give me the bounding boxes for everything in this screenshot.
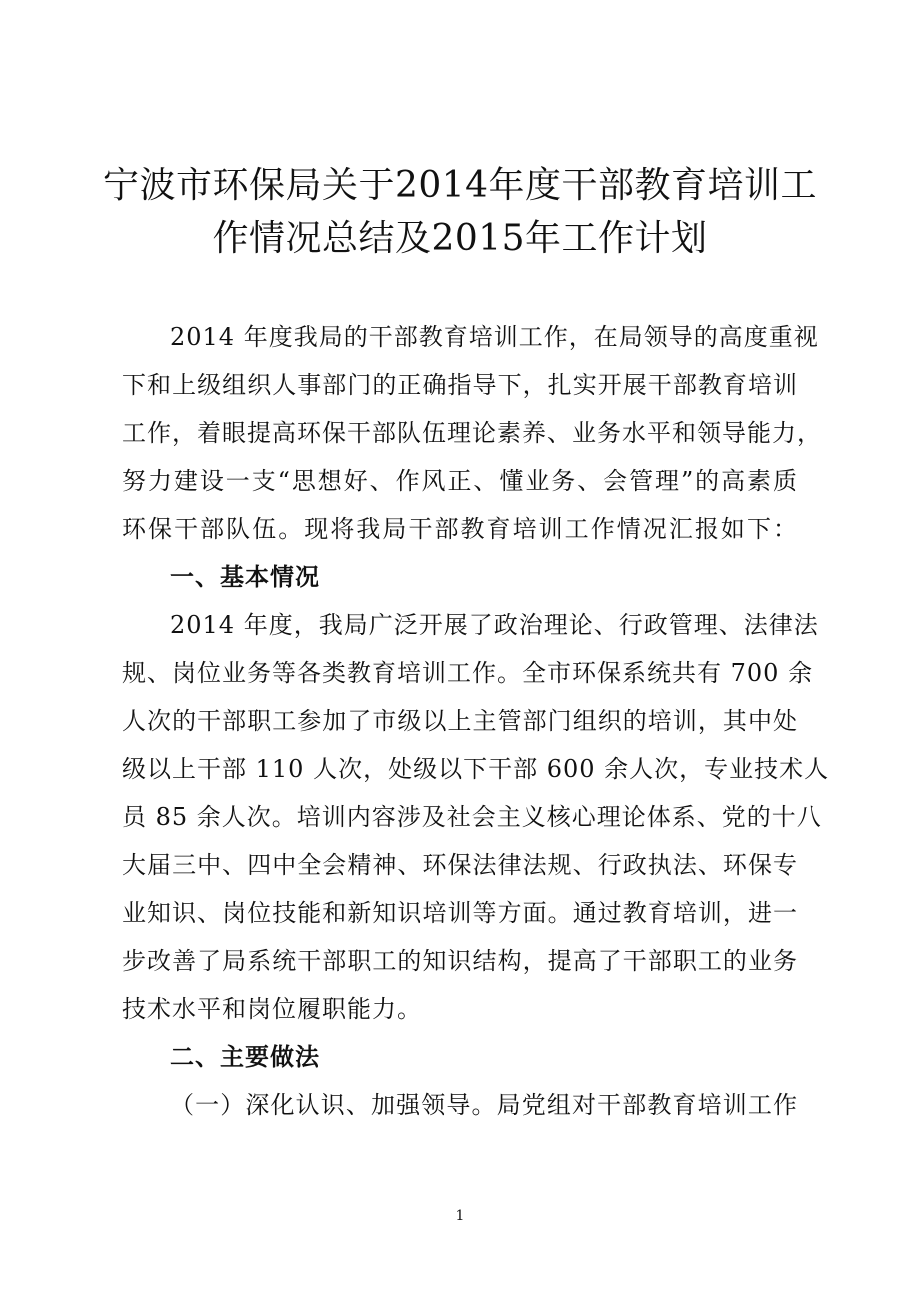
section1-line: 大届三中、四中全会精神、环保法律法规、行政执法、环保专 xyxy=(122,851,798,879)
section1-line: 2014 年度，我局广泛开展了政治理论、行政管理、法律法 xyxy=(170,611,819,639)
section1-line: 规、岗位业务等各类教育培训工作。全市环保系统共有 700 余 xyxy=(122,659,814,687)
document-title-line-1: 宁波市环保局关于2014年度干部教育培训工 xyxy=(102,165,818,206)
intro-line: 环保干部队伍。现将我局干部教育培训工作情况汇报如下： xyxy=(122,515,798,543)
intro-line: 努力建设一支“思想好、作风正、懂业务、会管理”的高素质 xyxy=(122,467,798,495)
section1-line: 技术水平和岗位履职能力。 xyxy=(122,995,422,1023)
section1-line: 人次的干部职工参加了市级以上主管部门组织的培训，其中处 xyxy=(122,707,798,735)
section1-line: 员 85 余人次。培训内容涉及社会主义核心理论体系、党的十八 xyxy=(122,803,822,831)
intro-line: 工作，着眼提高环保干部队伍理论素养、业务水平和领导能力， xyxy=(122,419,822,447)
section1-line: 级以上干部 110 人次，处级以下干部 600 余人次，专业技术人 xyxy=(122,755,830,783)
section1-line: 业知识、岗位技能和新知识培训等方面。通过教育培训，进一 xyxy=(122,899,798,927)
section-heading-basic: 一、基本情况 xyxy=(170,563,320,591)
document-title-line-2: 作情况总结及2015年工作计划 xyxy=(212,218,708,259)
section1-line: 步改善了局系统干部职工的知识结构，提高了干部职工的业务 xyxy=(122,947,798,975)
section-heading-practices: 二、主要做法 xyxy=(170,1043,320,1071)
section2-line: （一）深化认识、加强领导。局党组对干部教育培训工作 xyxy=(170,1091,798,1119)
page-number: 1 xyxy=(455,1208,465,1224)
intro-line: 下和上级组织人事部门的正确指导下，扎实开展干部教育培训 xyxy=(122,371,798,399)
intro-line: 2014 年度我局的干部教育培训工作，在局领导的高度重视 xyxy=(170,323,819,351)
